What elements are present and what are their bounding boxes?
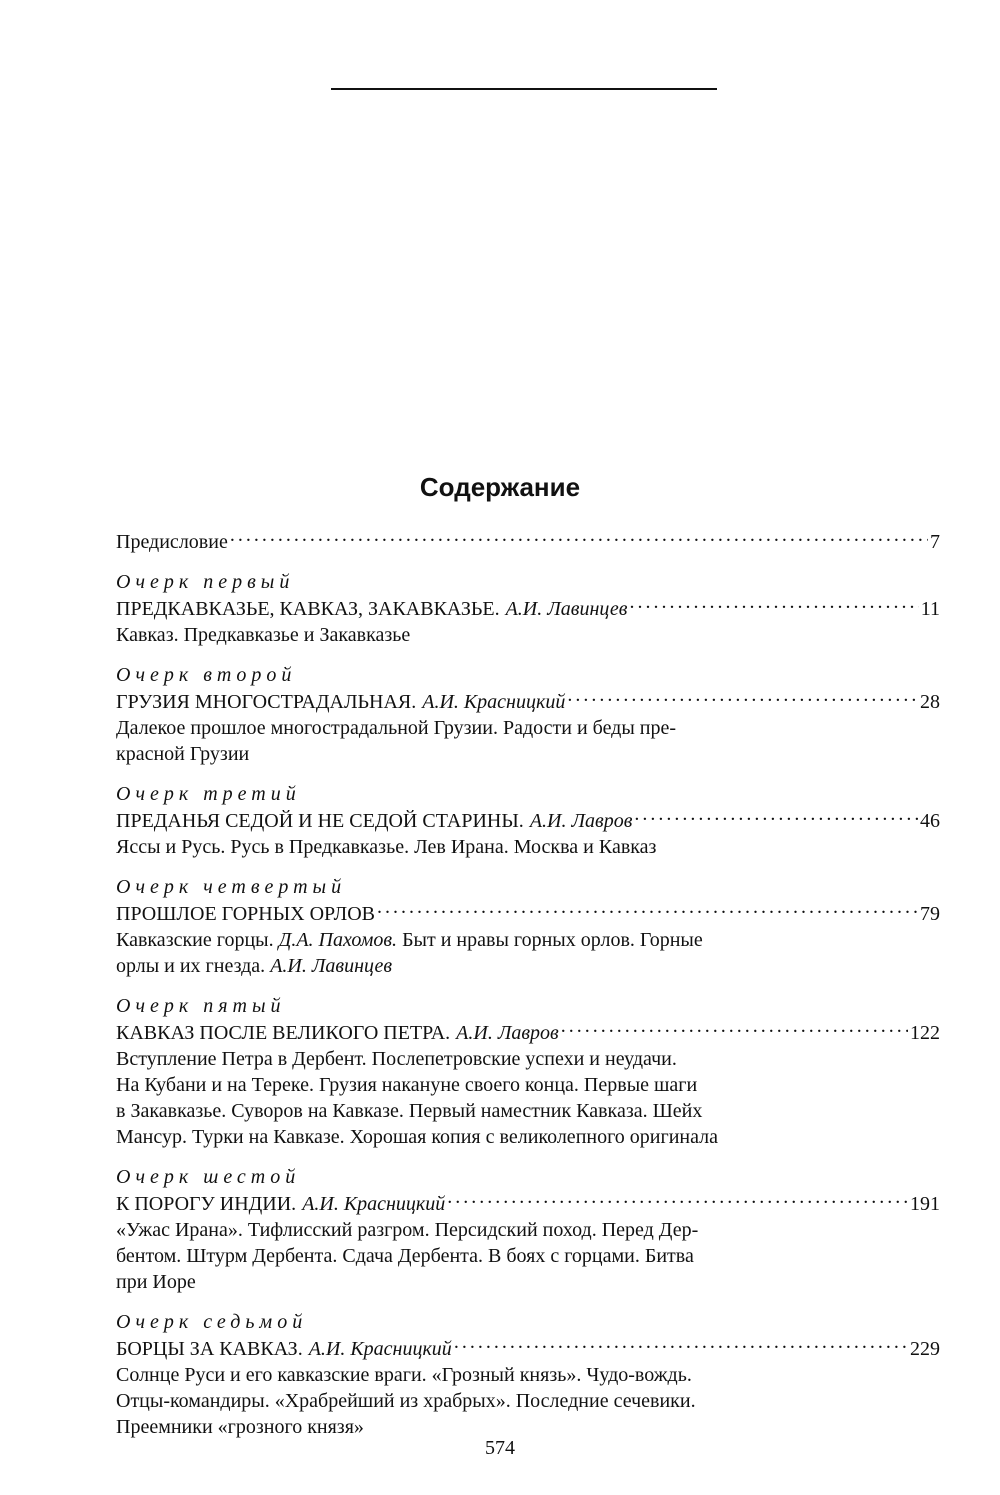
essay-2 xyxy=(116,662,940,767)
entry-page: 79 xyxy=(920,903,940,925)
entry-title: Предисловие xyxy=(116,531,228,553)
leader-dots xyxy=(561,1019,908,1039)
toc-entry xyxy=(116,1019,940,1046)
essay-label: Очерк пятый xyxy=(116,995,286,1017)
desc-line: Кавказ. Предкавказье и Закавказье xyxy=(116,624,411,646)
desc-line: Солнце Руси и его кавказские враги. «Грозный князь». Чудо-вождь. xyxy=(116,1364,692,1386)
entry-description xyxy=(116,715,836,767)
desc-line: бентом. Штурм Дербента. Сдача Дербента. В боях с горцами. Битва xyxy=(116,1245,694,1267)
desc-line xyxy=(116,927,836,953)
essay-label: Очерк четвертый xyxy=(116,876,347,898)
essay-7 xyxy=(116,1309,940,1440)
top-rule xyxy=(331,88,717,90)
essay-label: Очерк первый xyxy=(116,571,295,593)
entry-description xyxy=(116,927,836,979)
table-of-contents xyxy=(116,528,940,1440)
leader-dots xyxy=(377,900,918,920)
entry-title: ПРЕДАНЬЯ СЕДОЙ И НЕ СЕДОЙ СТАРИНЫ. xyxy=(116,810,524,832)
toc-entry xyxy=(116,1335,940,1362)
entry-page: 122 xyxy=(910,1022,940,1044)
essay-6 xyxy=(116,1164,940,1295)
essay-label: Очерк седьмой xyxy=(116,1311,308,1333)
entry-title: ПРЕДКАВКАЗЬЕ, КАВКАЗ, ЗАКАВКАЗЬЕ. xyxy=(116,598,500,620)
toc-entry xyxy=(116,1190,940,1217)
entry-page: 11 xyxy=(920,598,940,620)
essay-label: Очерк третий xyxy=(116,783,301,805)
desc-line: красной Грузии xyxy=(116,743,250,765)
leader-dots xyxy=(230,528,928,548)
desc-line: Мансур. Турки на Кавказе. Хорошая копия с великолепного оригинала xyxy=(116,1126,719,1148)
entry-author: А.И. Красницкий xyxy=(302,1193,446,1215)
entry-page: 7 xyxy=(930,531,940,553)
entry-title: КАВКАЗ ПОСЛЕ ВЕЛИКОГО ПЕТРА. xyxy=(116,1022,451,1044)
desc-line: На Кубани и на Тереке. Грузия накануне своего конца. Первые шаги xyxy=(116,1074,698,1096)
page-title: Содержание xyxy=(419,472,581,502)
entry-description xyxy=(116,622,836,648)
desc-line: Яссы и Русь. Русь в Предкавказье. Лев Ирана. Москва и Кавказ xyxy=(116,836,657,858)
desc-line: Отцы-командиры. «Храбрейший из храбрых». Последние сечевики. xyxy=(116,1390,696,1412)
entry-page: 28 xyxy=(920,691,940,713)
entry-title: ПРОШЛОЕ ГОРНЫХ ОРЛОВ xyxy=(116,903,376,925)
entry-author: А.И. Красницкий xyxy=(422,691,566,713)
entry-title: БОРЦЫ ЗА КАВКАЗ. xyxy=(116,1338,303,1360)
toc-entry xyxy=(116,807,940,834)
page-number: 574 xyxy=(485,1437,515,1459)
essay-5 xyxy=(116,993,940,1150)
toc-entry-preface xyxy=(116,528,940,555)
entry-author: А.И. Лавров xyxy=(529,810,633,832)
entry-description xyxy=(116,1217,836,1295)
desc-text: орлы и их гнезда. xyxy=(116,955,266,977)
entry-page: 46 xyxy=(920,810,940,832)
leader-dots xyxy=(567,688,918,708)
desc-text: Кавказские горцы. xyxy=(116,929,274,951)
essay-1 xyxy=(116,569,940,648)
leader-dots xyxy=(447,1190,908,1210)
toc-entry xyxy=(116,688,940,715)
entry-author: А.И. Лавров xyxy=(456,1022,559,1044)
desc-line: Вступление Петра в Дербент. Послепетровские успехи и неудачи. xyxy=(116,1048,677,1070)
entry-page: 191 xyxy=(910,1193,940,1215)
desc-text: Быт и нравы горных орлов. Горные xyxy=(402,929,703,951)
entry-author: А.И. Лавинцев xyxy=(505,598,628,620)
leader-dots xyxy=(629,595,918,615)
desc-line: Далекое прошлое многострадальной Грузии. Радости и беды пре- xyxy=(116,717,677,739)
essay-label: Очерк шестой xyxy=(116,1166,301,1188)
desc-line: в Закавказье. Суворов на Кавказе. Первый наместник Кавказа. Шейх xyxy=(116,1100,703,1122)
entry-author: А.И. Красницкий xyxy=(308,1338,452,1360)
entry-title: ГРУЗИЯ МНОГОСТРАДАЛЬНАЯ. xyxy=(116,691,417,713)
entry-page: 229 xyxy=(910,1338,940,1360)
essay-label: Очерк второй xyxy=(116,664,297,686)
essay-4 xyxy=(116,874,940,979)
desc-line xyxy=(116,953,836,979)
entry-description xyxy=(116,1046,836,1150)
entry-description xyxy=(116,1362,836,1440)
entry-description xyxy=(116,834,836,860)
entry-title: К ПОРОГУ ИНДИИ. xyxy=(116,1193,297,1215)
essay-3 xyxy=(116,781,940,860)
desc-line: Преемники «грозного князя» xyxy=(116,1416,364,1438)
leader-dots xyxy=(634,807,918,827)
desc-line: «Ужас Ирана». Тифлисский разгром. Персидский поход. Перед Дер- xyxy=(116,1219,699,1241)
toc-entry xyxy=(116,595,940,622)
desc-author: Д.А. Пахомов. xyxy=(278,929,398,951)
toc-entry xyxy=(116,900,940,927)
leader-dots xyxy=(454,1335,908,1355)
desc-author: А.И. Лавинцев xyxy=(270,955,393,977)
desc-line: при Иоре xyxy=(116,1271,196,1293)
